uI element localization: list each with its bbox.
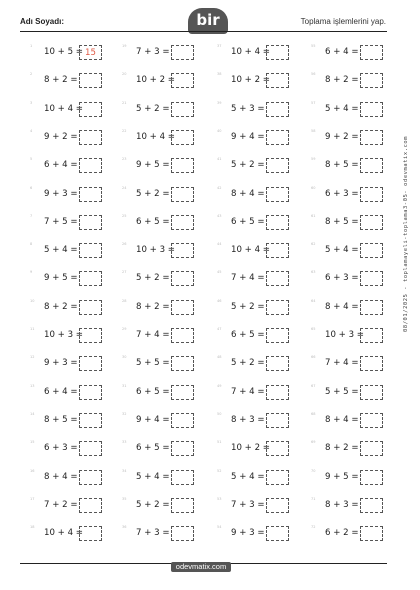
answer-box[interactable] xyxy=(171,45,194,60)
answer-box[interactable] xyxy=(360,187,383,202)
exercise-item xyxy=(30,157,120,174)
answer-box[interactable] xyxy=(171,73,194,88)
exercise-expression: 6 + 5 = xyxy=(231,216,265,227)
answer-box[interactable] xyxy=(266,73,289,88)
exercise-item xyxy=(30,525,120,542)
answer-box[interactable] xyxy=(171,102,194,117)
exercise-expression: 10 + 2 = xyxy=(231,75,270,86)
exercise-item xyxy=(122,270,212,287)
answer-box[interactable] xyxy=(360,441,383,456)
exercise-expression: 6 + 4 = xyxy=(44,386,78,397)
exercise-expression: 7 + 3 = xyxy=(136,528,170,539)
answer-box[interactable] xyxy=(171,385,194,400)
exercise-expression: 10 + 4 = xyxy=(44,103,83,114)
exercise-expression: 10 + 2 = xyxy=(231,443,270,454)
answer-box[interactable] xyxy=(266,328,289,343)
exercise-expression: 9 + 5 = xyxy=(136,160,170,171)
exercise-item xyxy=(122,497,212,514)
exercise-expression: 5 + 2 = xyxy=(231,160,265,171)
answer-box[interactable] xyxy=(79,413,102,428)
exercise-item xyxy=(30,440,120,457)
answer-box[interactable] xyxy=(79,385,102,400)
exercise-expression: 10 + 4 = xyxy=(136,131,175,142)
answer-box[interactable] xyxy=(360,271,383,286)
exercise-number: 67 xyxy=(311,383,316,388)
exercise-number: 62 xyxy=(311,242,316,247)
exercise-number: 44 xyxy=(217,242,222,247)
exercise-number: 23 xyxy=(122,157,127,162)
answer-box[interactable] xyxy=(360,45,383,60)
exercise-item xyxy=(311,327,401,344)
exercise-expression: 9 + 5 = xyxy=(44,273,78,284)
exercise-item xyxy=(30,327,120,344)
exercise-number: 31 xyxy=(122,383,127,388)
exercise-item xyxy=(122,214,212,231)
exercise-expression: 5 + 2 = xyxy=(136,188,170,199)
exercise-item xyxy=(217,384,307,401)
answer-box[interactable] xyxy=(79,243,102,258)
exercise-number: 37 xyxy=(217,44,222,48)
exercise-number: 10 xyxy=(30,298,35,303)
exercise-number: 57 xyxy=(311,100,316,105)
exercise-item xyxy=(311,355,401,372)
exercise-expression: 9 + 2 = xyxy=(44,131,78,142)
exercise-expression: 5 + 5 = xyxy=(325,386,359,397)
exercise-number: 26 xyxy=(122,242,127,247)
exercise-expression: 9 + 3 = xyxy=(44,358,78,369)
exercise-expression: 8 + 5 = xyxy=(325,216,359,227)
exercise-number: 18 xyxy=(30,525,35,530)
exercise-number: 28 xyxy=(122,298,127,303)
exercise-number: 48 xyxy=(217,355,222,360)
exercise-expression: 5 + 5 = xyxy=(136,358,170,369)
exercise-item xyxy=(311,129,401,146)
exercise-number: 56 xyxy=(311,72,316,77)
exercise-number: 51 xyxy=(217,440,222,445)
answer-box[interactable] xyxy=(171,413,194,428)
exercise-number: 70 xyxy=(311,468,316,473)
exercise-number: 36 xyxy=(122,525,127,530)
answer-box[interactable] xyxy=(360,413,383,428)
exercise-item xyxy=(217,129,307,146)
exercise-item xyxy=(30,129,120,146)
answer-box[interactable] xyxy=(266,102,289,117)
exercise-expression: 10 + 2 = xyxy=(136,75,175,86)
exercise-item xyxy=(217,242,307,259)
answer-box[interactable] xyxy=(360,73,383,88)
exercise-item xyxy=(217,44,307,61)
exercise-number: 38 xyxy=(217,72,222,77)
name-label: Adı Soyadı: xyxy=(20,17,65,26)
exercise-number: 17 xyxy=(30,496,35,501)
exercise-item xyxy=(122,129,212,146)
exercise-number: 49 xyxy=(217,383,222,388)
exercise-item xyxy=(122,355,212,372)
exercise-number: 32 xyxy=(122,411,127,416)
exercise-number: 19 xyxy=(122,44,127,48)
exercise-expression: 5 + 2 = xyxy=(136,273,170,284)
exercise-number: 42 xyxy=(217,185,222,190)
exercise-expression: 7 + 4 = xyxy=(231,273,265,284)
exercise-grid xyxy=(30,44,390,554)
exercise-number: 61 xyxy=(311,213,316,218)
exercise-item xyxy=(30,497,120,514)
exercise-number: 11 xyxy=(30,327,35,331)
exercise-expression: 7 + 5 = xyxy=(44,216,78,227)
answer-box[interactable] xyxy=(266,498,289,513)
exercise-number: 54 xyxy=(217,525,222,530)
exercise-number: 16 xyxy=(30,468,35,473)
exercise-number: 15 xyxy=(30,440,35,445)
exercise-item xyxy=(30,44,120,61)
exercise-item xyxy=(217,299,307,316)
exercise-expression: 5 + 4 = xyxy=(325,245,359,256)
answer-box[interactable] xyxy=(360,385,383,400)
answer-box[interactable] xyxy=(79,470,102,485)
answer-box[interactable] xyxy=(266,470,289,485)
exercise-item xyxy=(30,214,120,231)
exercise-item xyxy=(311,157,401,174)
exercise-expression: 8 + 2 = xyxy=(136,301,170,312)
exercise-number: 8 xyxy=(30,242,33,247)
exercise-item xyxy=(311,469,401,486)
exercise-expression: 6 + 2 = xyxy=(325,528,359,539)
exercise-item xyxy=(122,299,212,316)
exercise-item xyxy=(122,101,212,118)
answer-box[interactable] xyxy=(79,187,102,202)
answer-box[interactable] xyxy=(266,356,289,371)
exercise-item xyxy=(122,242,212,259)
exercise-expression: 10 + 5 = xyxy=(44,47,83,57)
answer-box[interactable] xyxy=(171,470,194,485)
exercise-item xyxy=(311,525,401,542)
answer-box[interactable] xyxy=(171,130,194,145)
exercise-number: 46 xyxy=(217,298,222,303)
exercise-item xyxy=(30,384,120,401)
exercise-number: 53 xyxy=(217,496,222,501)
exercise-item xyxy=(122,157,212,174)
exercise-number: 14 xyxy=(30,411,35,416)
exercise-item xyxy=(122,412,212,429)
exercise-expression: 8 + 4 = xyxy=(325,301,359,312)
answer-box[interactable] xyxy=(266,441,289,456)
exercise-expression: 6 + 4 = xyxy=(44,160,78,171)
exercise-number: 55 xyxy=(311,44,316,48)
instruction-text: Toplama işlemlerini yap. xyxy=(300,17,386,26)
exercise-expression: 6 + 5 = xyxy=(231,330,265,340)
exercise-number: 64 xyxy=(311,298,316,303)
exercise-expression: 9 + 5 = xyxy=(325,471,359,482)
exercise-item xyxy=(217,186,307,203)
answer-box[interactable] xyxy=(171,187,194,202)
exercise-expression: 5 + 2 = xyxy=(231,301,265,312)
exercise-number: 69 xyxy=(311,440,316,445)
answer-box[interactable] xyxy=(171,243,194,258)
exercise-item xyxy=(311,412,401,429)
exercise-number: 22 xyxy=(122,128,127,133)
exercise-number: 24 xyxy=(122,185,127,190)
exercise-expression: 7 + 3 = xyxy=(231,499,265,510)
answer-box[interactable] xyxy=(171,526,194,541)
answer-box[interactable] xyxy=(266,215,289,230)
exercise-number: 6 xyxy=(30,185,33,190)
exercise-expression: 6 + 3 = xyxy=(44,443,78,454)
exercise-item xyxy=(122,186,212,203)
exercise-item xyxy=(311,270,401,287)
exercise-expression: 8 + 2 = xyxy=(325,75,359,86)
answer-box[interactable] xyxy=(360,470,383,485)
answer-box[interactable] xyxy=(266,130,289,145)
exercise-item xyxy=(217,469,307,486)
exercise-expression: 6 + 4 = xyxy=(325,47,359,57)
exercise-item xyxy=(122,72,212,89)
exercise-item xyxy=(30,242,120,259)
exercise-expression: 9 + 3 = xyxy=(44,188,78,199)
exercise-item xyxy=(217,412,307,429)
exercise-number: 40 xyxy=(217,128,222,133)
side-watermark-text: 08/01/2025 - toplamayeli-toplama3-05- odevmatix.com xyxy=(403,135,409,332)
answer-box[interactable] xyxy=(266,187,289,202)
answer-box[interactable] xyxy=(79,300,102,315)
exercise-expression: 7 + 3 = xyxy=(136,47,170,57)
exercise-item xyxy=(30,412,120,429)
answer-box[interactable] xyxy=(79,102,102,117)
answer-box[interactable] xyxy=(360,243,383,258)
exercise-expression: 5 + 2 = xyxy=(136,103,170,114)
exercise-expression: 10 + 4 = xyxy=(231,245,270,256)
exercise-expression: 8 + 2 = xyxy=(325,443,359,454)
exercise-number: 60 xyxy=(311,185,316,190)
exercise-item xyxy=(30,355,120,372)
exercise-number: 39 xyxy=(217,100,222,105)
exercise-number: 65 xyxy=(311,327,316,331)
exercise-number: 68 xyxy=(311,411,316,416)
exercise-expression: 10 + 4 = xyxy=(231,47,270,57)
answer-box[interactable] xyxy=(266,45,289,60)
footer-site-label: odevmatix.com xyxy=(171,562,231,572)
answer-box[interactable] xyxy=(266,526,289,541)
exercise-number: 47 xyxy=(217,327,222,331)
answer-box[interactable] xyxy=(79,328,102,343)
exercise-item xyxy=(217,497,307,514)
exercise-item xyxy=(217,214,307,231)
exercise-expression: 7 + 2 = xyxy=(44,499,78,510)
exercise-expression: 10 + 4 = xyxy=(44,528,83,539)
exercise-expression: 5 + 2 = xyxy=(231,358,265,369)
exercise-number: 25 xyxy=(122,213,127,218)
exercise-item xyxy=(122,440,212,457)
exercise-expression: 8 + 5 = xyxy=(325,160,359,171)
exercise-expression: 7 + 4 = xyxy=(231,386,265,397)
exercise-number: 35 xyxy=(122,496,127,501)
exercise-number: 52 xyxy=(217,468,222,473)
exercise-number: 4 xyxy=(30,128,33,133)
exercise-expression: 7 + 4 = xyxy=(325,358,359,369)
exercise-item xyxy=(122,469,212,486)
exercise-number: 50 xyxy=(217,411,222,416)
exercise-number: 30 xyxy=(122,355,127,360)
exercise-number: 1 xyxy=(30,44,33,48)
exercise-expression: 9 + 2 = xyxy=(325,131,359,142)
exercise-expression: 5 + 4 = xyxy=(325,103,359,114)
answer-box[interactable] xyxy=(171,356,194,371)
answer-box[interactable] xyxy=(360,498,383,513)
exercise-expression: 10 + 3 = xyxy=(136,245,175,256)
exercise-number: 21 xyxy=(122,100,127,105)
answer-box[interactable] xyxy=(171,328,194,343)
exercise-item xyxy=(30,299,120,316)
exercise-expression: 6 + 5 = xyxy=(136,386,170,397)
exercise-number: 20 xyxy=(122,72,127,77)
exercise-expression: 8 + 3 = xyxy=(231,414,265,425)
exercise-item xyxy=(311,214,401,231)
answer-box[interactable] xyxy=(79,498,102,513)
answer-box[interactable]: 15 xyxy=(79,45,102,60)
answer-box[interactable] xyxy=(266,300,289,315)
exercise-number: 41 xyxy=(217,157,222,162)
exercise-expression: 8 + 5 = xyxy=(44,414,78,425)
exercise-item xyxy=(217,157,307,174)
exercise-number: 66 xyxy=(311,355,316,360)
answer-box[interactable] xyxy=(79,526,102,541)
header-divider xyxy=(20,31,387,32)
exercise-expression: 5 + 4 = xyxy=(136,471,170,482)
exercise-expression: 5 + 4 = xyxy=(44,245,78,256)
exercise-item xyxy=(311,299,401,316)
exercise-expression: 5 + 4 = xyxy=(231,471,265,482)
exercise-item xyxy=(311,72,401,89)
exercise-number: 9 xyxy=(30,270,33,275)
answer-box[interactable] xyxy=(266,243,289,258)
exercise-expression: 6 + 5 = xyxy=(136,216,170,227)
answer-box[interactable] xyxy=(79,215,102,230)
answer-box[interactable] xyxy=(79,73,102,88)
exercise-expression: 8 + 3 = xyxy=(325,499,359,510)
exercise-expression: 9 + 3 = xyxy=(231,528,265,539)
exercise-item xyxy=(122,44,212,61)
answer-box[interactable] xyxy=(171,441,194,456)
exercise-number: 5 xyxy=(30,157,33,162)
exercise-number: 29 xyxy=(122,327,127,331)
exercise-number: 72 xyxy=(311,525,316,530)
exercise-expression: 5 + 3 = xyxy=(231,103,265,114)
answer-box[interactable] xyxy=(360,300,383,315)
exercise-expression: 6 + 3 = xyxy=(325,188,359,199)
exercise-number: 33 xyxy=(122,440,127,445)
exercise-number: 45 xyxy=(217,270,222,275)
exercise-item xyxy=(217,270,307,287)
exercise-number: 58 xyxy=(311,128,316,133)
answer-box[interactable] xyxy=(79,271,102,286)
exercise-expression: 10 + 3 = xyxy=(325,330,364,340)
exercise-item xyxy=(30,72,120,89)
exercise-item xyxy=(30,469,120,486)
exercise-expression: 8 + 2 = xyxy=(44,75,78,86)
answer-box[interactable] xyxy=(171,498,194,513)
exercise-number: 2 xyxy=(30,72,33,77)
exercise-expression: 8 + 2 = xyxy=(44,301,78,312)
answer-box[interactable] xyxy=(266,413,289,428)
exercise-item xyxy=(311,186,401,203)
exercise-expression: 5 + 2 = xyxy=(136,499,170,510)
exercise-item xyxy=(217,440,307,457)
exercise-item xyxy=(122,525,212,542)
exercise-item xyxy=(122,327,212,344)
exercise-item xyxy=(311,242,401,259)
exercise-number: 13 xyxy=(30,383,35,388)
exercise-number: 27 xyxy=(122,270,127,275)
answer-box[interactable] xyxy=(171,158,194,173)
exercise-item xyxy=(217,355,307,372)
exercise-expression: 8 + 4 = xyxy=(231,188,265,199)
answer-box[interactable] xyxy=(360,130,383,145)
exercise-number: 59 xyxy=(311,157,316,162)
exercise-item xyxy=(30,101,120,118)
answer-box[interactable] xyxy=(360,215,383,230)
exercise-number: 12 xyxy=(30,355,35,360)
exercise-expression: 6 + 5 = xyxy=(136,443,170,454)
answer-box[interactable] xyxy=(79,130,102,145)
exercise-expression: 9 + 4 = xyxy=(231,131,265,142)
answer-box[interactable] xyxy=(360,158,383,173)
answer-box[interactable] xyxy=(79,356,102,371)
bir-logo: bir xyxy=(188,8,228,34)
exercise-item xyxy=(217,525,307,542)
answer-box[interactable] xyxy=(360,356,383,371)
answer-box[interactable] xyxy=(266,271,289,286)
exercise-item xyxy=(30,270,120,287)
exercise-number: 34 xyxy=(122,468,127,473)
exercise-expression: 6 + 3 = xyxy=(325,273,359,284)
exercise-number: 3 xyxy=(30,100,33,105)
exercise-item xyxy=(311,497,401,514)
exercise-expression: 8 + 4 = xyxy=(325,414,359,425)
answer-box[interactable] xyxy=(171,300,194,315)
answer-box[interactable] xyxy=(266,158,289,173)
answer-box[interactable] xyxy=(79,158,102,173)
exercise-expression: 7 + 4 = xyxy=(136,330,170,340)
answer-box[interactable] xyxy=(266,385,289,400)
answer-box[interactable] xyxy=(360,102,383,117)
exercise-item xyxy=(217,101,307,118)
exercise-expression: 10 + 3 = xyxy=(44,330,83,340)
exercise-expression: 9 + 4 = xyxy=(136,414,170,425)
exercise-expression: 8 + 4 = xyxy=(44,471,78,482)
exercise-item xyxy=(122,384,212,401)
answer-box[interactable] xyxy=(360,328,383,343)
answer-box[interactable] xyxy=(171,215,194,230)
exercise-item xyxy=(30,186,120,203)
exercise-item xyxy=(311,44,401,61)
exercise-item xyxy=(217,72,307,89)
exercise-item xyxy=(217,327,307,344)
exercise-number: 7 xyxy=(30,213,33,218)
exercise-item xyxy=(311,384,401,401)
exercise-number: 71 xyxy=(311,496,316,501)
exercise-item xyxy=(311,440,401,457)
answer-box[interactable] xyxy=(79,441,102,456)
exercise-number: 63 xyxy=(311,270,316,275)
exercise-number: 43 xyxy=(217,213,222,218)
answer-box[interactable] xyxy=(171,271,194,286)
answer-box[interactable] xyxy=(360,526,383,541)
exercise-item xyxy=(311,101,401,118)
